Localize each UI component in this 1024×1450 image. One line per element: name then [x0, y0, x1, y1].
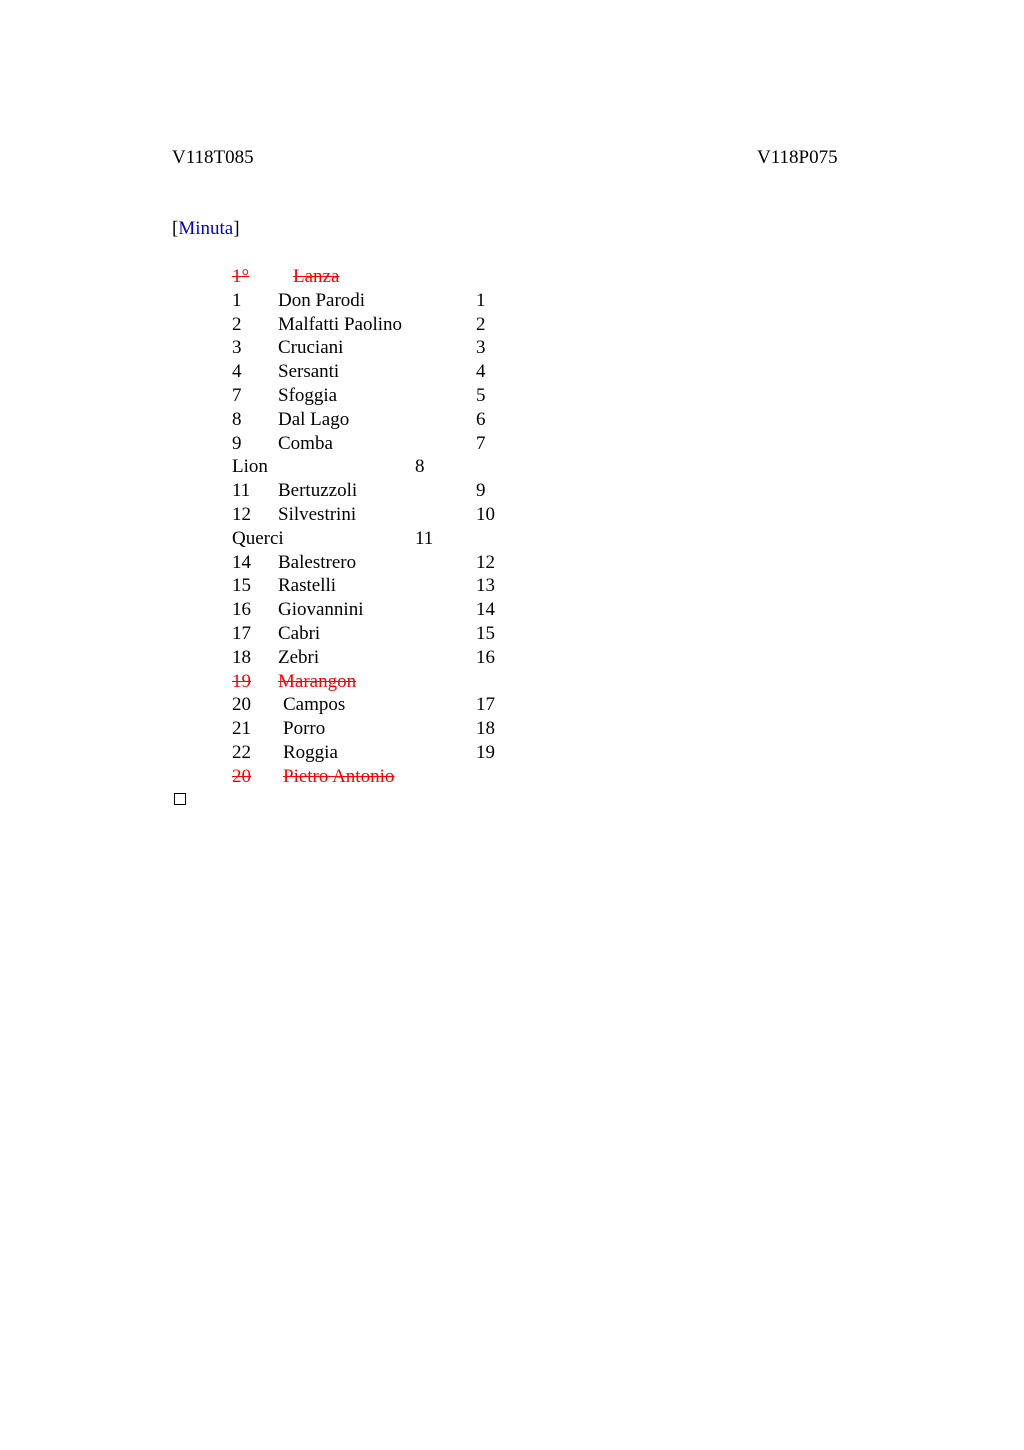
- list-item-order: 9: [476, 480, 486, 502]
- list-item-number: 17: [232, 623, 251, 644]
- list-item-name: Campos: [283, 694, 346, 716]
- list-item-name: Sfoggia: [278, 385, 338, 406]
- list-item-number: 16: [232, 599, 251, 621]
- document-code-right: V118P075: [757, 147, 838, 168]
- list-item-order: 4: [476, 361, 486, 383]
- list-item-order: 1: [476, 289, 486, 311]
- list-item-order: 14: [476, 599, 495, 621]
- list-item-order: 18: [476, 718, 495, 740]
- list-item-name: Roggia: [283, 742, 338, 763]
- list-item-number: 22: [232, 742, 251, 763]
- list-item-number: 1°: [232, 266, 250, 287]
- list-item-number: 2: [232, 313, 242, 335]
- list-item-number: 3: [232, 337, 242, 359]
- list-item-number: 8: [232, 408, 242, 430]
- list-item-name: Lanza: [293, 266, 340, 287]
- list-item-name: Bertuzzoli: [278, 480, 358, 502]
- list-item-number: 20: [232, 694, 251, 716]
- list-item-number: 12: [232, 504, 251, 525]
- list-item-number: 19: [232, 670, 251, 692]
- list-item-number: 7: [232, 385, 242, 406]
- list-item-number: 18: [232, 646, 251, 668]
- list-item-name: Zebri: [278, 646, 320, 668]
- minuta-note: [172, 218, 240, 240]
- list-item-name: Cruciani: [278, 337, 344, 359]
- list-item-name: Lion: [232, 456, 268, 478]
- empty-checkbox-icon[interactable]: [174, 793, 186, 805]
- list-item-order: 7: [476, 432, 486, 454]
- minuta-link[interactable]: Minuta: [178, 218, 234, 239]
- list-item-number: 11: [232, 480, 251, 502]
- list-item-number: 4: [232, 361, 242, 383]
- list-item-number: 21: [232, 718, 251, 740]
- list-item-name: Sersanti: [278, 361, 340, 383]
- list-item-order: 12: [476, 551, 495, 573]
- list-item-name: Cabri: [278, 623, 321, 644]
- open-bracket: [: [172, 218, 179, 239]
- list-item-name: Silvestrini: [278, 504, 357, 525]
- list-item-number: 9: [232, 432, 242, 454]
- list-item-number: 20: [232, 765, 251, 787]
- list-item-order: 3: [476, 337, 486, 359]
- list-item-order: 8: [415, 456, 425, 478]
- list-item-name: Marangon: [278, 670, 357, 692]
- list-item-name: Giovannini: [278, 599, 364, 621]
- list-item-name: Pietro Antonio: [283, 765, 395, 787]
- list-item-name: Comba: [278, 432, 333, 454]
- list-item-order: 6: [476, 408, 486, 430]
- list-item-order: 17: [476, 694, 495, 716]
- list-item-number: 14: [232, 551, 251, 573]
- list-item-order: 10: [476, 504, 495, 525]
- list-item-name: Malfatti Paolino: [278, 313, 403, 335]
- list-item-order: 19: [476, 742, 495, 763]
- list-item-order: 15: [476, 623, 495, 644]
- list-item-number: 15: [232, 575, 251, 597]
- list-item-name: Porro: [283, 718, 326, 740]
- list-item-name: Don Parodi: [278, 289, 366, 311]
- list-item-name: Rastelli: [278, 575, 337, 597]
- list-item-order: 11: [415, 527, 434, 549]
- list-item-name: Balestrero: [278, 551, 357, 573]
- list-item-order: 2: [476, 313, 486, 335]
- close-bracket: ]: [233, 218, 240, 239]
- list-item-order: 5: [476, 385, 486, 406]
- list-item-number: 1: [232, 289, 242, 311]
- list-item-order: 16: [476, 646, 495, 668]
- document-code-left: V118T085: [172, 147, 254, 168]
- list-item-name: Dal Lago: [278, 408, 350, 430]
- list-item-name: Querci: [232, 527, 284, 549]
- list-item-order: 13: [476, 575, 495, 597]
